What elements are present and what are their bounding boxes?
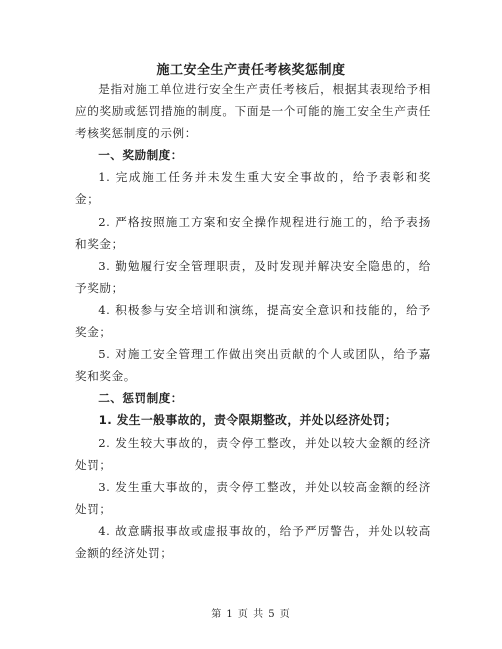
reward-item: 2. 严格按照施工方案和安全操作规程进行施工的，给予表扬和奖金； (75, 214, 431, 251)
penalty-heading: 二、惩罚制度： (98, 391, 183, 406)
reward-heading: 一、奖励制度： (98, 148, 183, 163)
document-title: 施工安全生产责任考核奖惩制度 (156, 63, 346, 78)
reward-item: 3. 勤勉履行安全管理职责，及时发现并解决安全隐患的，给予奖励； (75, 258, 431, 295)
reward-item: 4. 积极参与安全培训和演练，提高安全意识和技能的，给予奖金； (75, 302, 431, 340)
document-body (75, 78, 431, 564)
penalty-item: 2. 发生较大事故的，责令停工整改，并处以较大金额的经济处罚； (75, 435, 431, 472)
reward-item: 5. 对施工安全管理工作做出突出贡献的个人或团队，给予嘉奖和奖金。 (75, 347, 431, 384)
penalty-item: 4. 故意瞒报事故或虚报事故的，给予严厉警告，并处以较高金额的经济处罚； (75, 523, 431, 560)
page-number: 第 1 页 共 5 页 (211, 609, 291, 620)
penalty-item: 1. 发生一般事故的，责令限期整改，并处以经济处罚； (98, 413, 398, 428)
reward-item: 1. 完成施工任务并未发生重大安全事故的，给予表彰和奖金； (75, 170, 431, 207)
intro-paragraph: 是指对施工单位进行安全生产责任考核后，根据其表现给予相应的奖励或惩罚措施的制度。下面是一个可能的施工安全生产责任考核奖惩制度的示例： (75, 82, 431, 141)
penalty-item: 3. 发生重大事故的，责令停工整改，并处以较高金额的经济处罚； (75, 479, 431, 516)
